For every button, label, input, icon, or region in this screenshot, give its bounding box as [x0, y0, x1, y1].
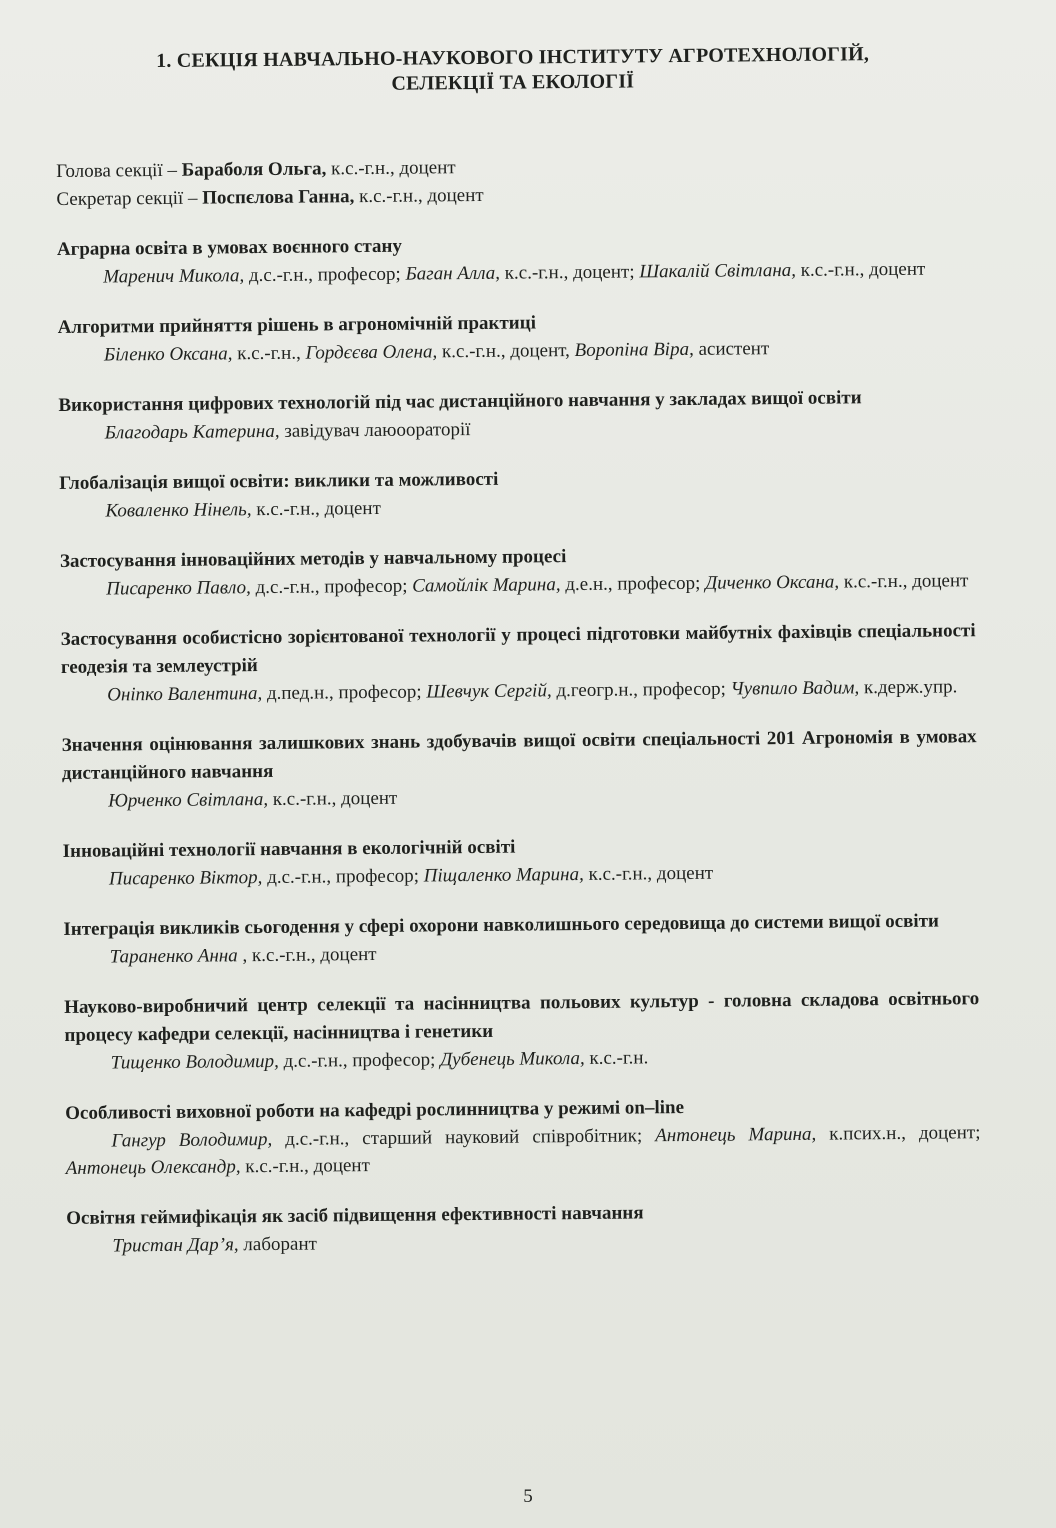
section-secretary-degree: к.с.-г.н., доцент [354, 184, 484, 208]
report-title: Глобалізація вищої освіти: виклики та можливості [59, 468, 499, 494]
report-entry [57, 227, 972, 291]
report-entry [58, 305, 973, 369]
report-entry [62, 723, 978, 815]
author-degree: к.с.-г.н., доцент, [437, 340, 575, 363]
author-name: Піщаленко Марина, [423, 863, 584, 887]
report-entry [64, 985, 980, 1077]
author-name: Тараненко Анна [109, 945, 238, 968]
author-name: Шакалій Світлана, [639, 259, 797, 283]
section-officers [56, 149, 971, 214]
report-title: Застосування інноваційних методів у навчальному процесі [59, 546, 567, 572]
author-degree: к.с.-г.н., доцент [838, 570, 969, 593]
author-name: Юрченко Світлана, [108, 788, 269, 812]
author-degree: к.с.-г.н., доцент [240, 1155, 370, 1178]
report-authors [65, 1119, 980, 1182]
report-list [57, 227, 982, 1260]
section-head-name: Бараболя Ольга, [181, 158, 327, 181]
section-secretary-label: Секретар секції – [56, 187, 203, 210]
author-name: Чувпило Вадим, [730, 677, 860, 700]
report-title: Освітня геймифікація як засіб підвищення ефективності навчання [66, 1202, 644, 1229]
report-title: Аграрна освіта в умовах воєнного стану [56, 235, 403, 260]
report-title: Особливості виховної роботи на кафедрі рослинництва у режимі on–line [65, 1097, 685, 1124]
author-name: Писаренко Павло, [106, 577, 251, 600]
author-degree: к.с.-г.н., доцент; [499, 261, 640, 284]
author-name: Оніпко Валентина, [107, 683, 263, 706]
author-degree: , к.с.-г.н., доцент [237, 943, 377, 967]
author-degree: асистент [693, 338, 770, 360]
author-name: Гордєєва Олена, [305, 341, 438, 364]
report-entry [65, 1091, 981, 1182]
author-degree: д.с.-г.н., професор; [250, 575, 413, 599]
author-degree: д.с.-г.н., професор; [244, 263, 406, 287]
author-name: Благодарь Катерина, [104, 420, 280, 444]
author-name: Антонець Олександр, [65, 1156, 241, 1179]
report-entry [60, 539, 975, 603]
author-name: Тищенко Володимир, [110, 1050, 279, 1074]
author-degree: к.держ.упр. [859, 676, 958, 699]
report-title: Значення оцінювання залишкових знань здобувачів вищої освіти спеціальності 201 Агрономія в умовах дистанційного навчання [61, 726, 977, 784]
report-title: Інноваційні технології навчання в екологічній освіті [62, 836, 516, 862]
author-degree: к.с.-г.н., [232, 342, 306, 365]
author-name: Тристан Дар’я, [112, 1234, 239, 1257]
page-content [55, 41, 982, 1283]
author-degree: д.е.н., професор; [560, 572, 706, 596]
page-number: 5 [523, 1486, 533, 1507]
report-entry [63, 907, 978, 971]
author-degree: лаборант [238, 1233, 317, 1256]
section-secretary-name: Поспєлова Ганна, [202, 186, 355, 209]
section-heading-line-2: СЕЛЕКЦІЇ ТА ЕКОЛОГІЇ [391, 70, 635, 95]
section-head-label: Голова секції – [56, 159, 182, 182]
author-name: Баган Алла, [405, 262, 501, 285]
author-degree: к.с.-г.н., доцент [583, 862, 714, 885]
report-title: Застосування особистісно зорієнтованої технології у процесі підготовки майбутніх фахівців спеціальності геодезія та землеустрій [60, 620, 976, 678]
report-entry [63, 829, 978, 893]
report-entry [61, 617, 977, 709]
author-name: Шевчук Сергій, [426, 680, 552, 703]
author-degree: завідувач лаюоораторії [279, 419, 471, 442]
author-degree: д.с.-г.н., професор; [262, 865, 424, 889]
author-name: Диченко Оксана, [705, 571, 840, 594]
author-degree: к.с.-г.н., доцент [795, 258, 926, 281]
author-name: Дубенець Микола, [440, 1047, 585, 1071]
section-head-degree: к.с.-г.н., доцент [326, 157, 456, 180]
author-name: Воропіна Віра, [574, 338, 694, 362]
report-title: Алгоритми прийняття рішень в агрономічній практиці [57, 312, 537, 338]
author-name: Біленко Оксана, [103, 343, 233, 366]
author-degree: д.пед.н., професор; [262, 681, 427, 705]
author-name: Гангур Володимир, [111, 1128, 273, 1152]
report-title: Використання цифрових технологій під час дистанційного навчання у закладах вищої освіти [58, 387, 862, 416]
report-entry [58, 383, 973, 447]
author-degree: д.геогр.н., професор; [551, 678, 731, 702]
author-degree: к.с.-г.н., доцент [267, 787, 398, 810]
author-name: Маренич Микола, [103, 265, 245, 288]
report-entry [59, 461, 974, 525]
author-degree: к.с.-г.н., доцент [251, 497, 381, 521]
author-name: Коваленко Нінель, [105, 499, 252, 522]
report-entry [66, 1196, 981, 1260]
author-degree: к.псих.н., доцент; [816, 1122, 981, 1145]
author-name: Антонець Марина, [655, 1123, 817, 1147]
report-title: Науково-виробничий центр селекції та насінництва польових культур - головна складова освітнього процесу кафедри селекції, насінництва і генетики [64, 988, 980, 1046]
section-heading-line-1: 1. СЕКЦІЯ НАВЧАЛЬНО-НАУКОВОГО ІНСТИТУТУ АГРОТЕХНОЛОГІЙ, [156, 43, 870, 73]
author-degree: к.с.-г.н. [584, 1047, 649, 1069]
author-degree: д.с.-г.н., професор; [278, 1049, 441, 1072]
author-degree: д.с.-г.н., старший науковий співробітник; [272, 1125, 656, 1150]
author-name: Самойлік Марина, [412, 574, 561, 597]
section-heading [55, 41, 970, 100]
report-title: Інтеграція викликів сьогодення у сфері охорони навколишнього середовища до системи вищої освіти [63, 910, 940, 940]
author-name: Писаренко Віктор, [108, 867, 263, 890]
